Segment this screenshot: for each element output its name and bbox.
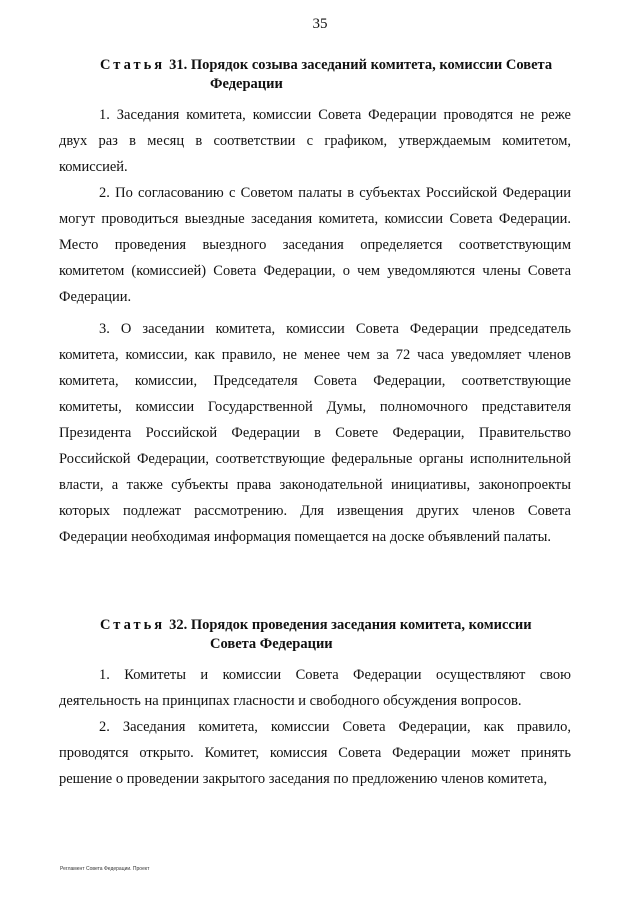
footer-note: Регламент Совета Федерации. Проект — [60, 866, 150, 872]
article-31-title-line1: 31. Порядок созыва заседаний комитета, комиссии Совета — [169, 57, 553, 73]
article-31-paragraph-3: 3. О заседании комитета, комиссии Совета Федерации председатель комитета, комиссии, как правило, не менее чем за 72 часа уведомляет членов комитета, комиссии, Председателя Совета Федерации, соответствующие комитеты, комиссии Государственной Думы, полномочного представителя Президента Российской Федерации в Совете Федерации, Правительство Российской Федерации, соответствующие федеральные органы исполнительной власти, а также субъекты права законодательной инициативы, законопроекты которых подлежат рассмотрению. Для извещения других членов Совета Федерации необходимая информация помещается на доске объявлений палаты. — [59, 321, 571, 545]
page-number: 35 — [312, 16, 328, 32]
article-32-title-line1: 32. Порядок проведения заседания комитета, комиссии — [169, 617, 532, 633]
article-32-paragraph-2: 2. Заседания комитета, комиссии Совета Федерации, как правило, проводятся открыто. Комитет, комиссия Совета Федерации может принять решение о проведении закрытого заседания по предложению членов комитета, — [59, 719, 571, 787]
article-31-heading — [100, 56, 580, 94]
article-word: Статья — [100, 617, 166, 633]
article-31-paragraph-2: 2. По согласованию с Советом палаты в субъектах Российской Федерации могут проводиться выездные заседания комитета, комиссии Совета Федерации. Место проведения выездного заседания определяется соответствующим комитетом (комиссией) Совета Федерации, о чем уведомляются члены Совета Федерации. — [59, 185, 571, 305]
article-32-heading — [100, 616, 580, 654]
article-word: Статья — [100, 57, 166, 73]
article-31-paragraph-1: 1. Заседания комитета, комиссии Совета Федерации проводятся не реже двух раз в месяц в соответствии с графиком, утверждаемым комитетом, комиссией. — [59, 107, 571, 175]
article-32-paragraph-1: 1. Комитеты и комиссии Совета Федерации осуществляют свою деятельность на принципах гласности и свободного обсуждения вопросов. — [59, 667, 571, 709]
article-32-title-line2: Совета Федерации — [210, 636, 333, 652]
article-31-title-line2: Федерации — [210, 76, 283, 92]
